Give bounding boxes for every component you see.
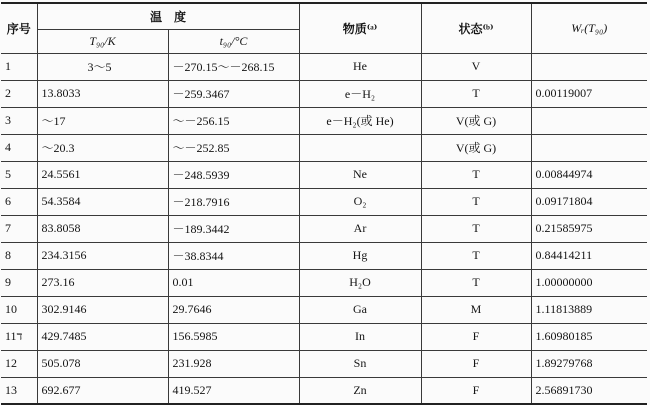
table-row	[1, 53, 647, 80]
table-row	[1, 188, 647, 215]
substance-cell: Ga	[299, 296, 421, 323]
table-row	[1, 161, 647, 188]
temperature-celsius-cell: 0.01	[168, 269, 299, 296]
wr-ratio-cell: 0.09171804	[531, 188, 647, 215]
wr-ratio-cell: 1.11813889	[531, 296, 647, 323]
temperature-celsius-cell: ～－256.15	[168, 107, 299, 134]
header-t90-celsius: t₉₀/°C	[168, 29, 299, 53]
temperature-kelvin-cell: 429.7485	[37, 323, 168, 350]
temperature-celsius-cell: －270.15～－268.15	[168, 53, 299, 80]
row-index-cell: 2	[1, 80, 37, 107]
temperature-celsius-cell: 231.928	[168, 350, 299, 377]
state-cell: T	[421, 269, 531, 296]
state-cell: F	[421, 350, 531, 377]
state-cell: M	[421, 296, 531, 323]
state-cell: T	[421, 80, 531, 107]
fixed-points-table	[1, 2, 647, 405]
state-cell: V	[421, 53, 531, 80]
substance-cell: Ne	[299, 161, 421, 188]
header-row-1	[1, 3, 647, 29]
temperature-celsius-cell: 156.5985	[168, 323, 299, 350]
wr-ratio-cell: 0.21585975	[531, 215, 647, 242]
row-index-cell: 9	[1, 269, 37, 296]
row-index-cell: 8	[1, 242, 37, 269]
state-cell: T	[421, 215, 531, 242]
substance-cell	[299, 134, 421, 161]
state-cell: T	[421, 242, 531, 269]
temperature-kelvin-cell: 3～5	[37, 53, 168, 80]
state-cell: V(或 G)	[421, 107, 531, 134]
substance-cell: In	[299, 323, 421, 350]
temperature-kelvin-cell: 13.8033	[37, 80, 168, 107]
row-index-cell: ד11	[1, 323, 37, 350]
substance-cell: H₂O	[299, 269, 421, 296]
substance-cell: He	[299, 53, 421, 80]
temperature-celsius-cell: －218.7916	[168, 188, 299, 215]
table-row	[1, 323, 647, 350]
temperature-celsius-cell: ～－252.85	[168, 134, 299, 161]
wr-ratio-cell	[531, 134, 647, 161]
row-index-cell: 5	[1, 161, 37, 188]
table-row	[1, 242, 647, 269]
wr-ratio-cell: 0.84414211	[531, 242, 647, 269]
temperature-kelvin-cell: 54.3584	[37, 188, 168, 215]
row-index-cell: 13	[1, 377, 37, 404]
header-index: 序号	[1, 3, 37, 53]
temperature-celsius-cell: 29.7646	[168, 296, 299, 323]
row-index-cell: 12	[1, 350, 37, 377]
table-row	[1, 377, 647, 404]
row-index-cell: 4	[1, 134, 37, 161]
temperature-kelvin-cell: 234.3156	[37, 242, 168, 269]
wr-ratio-cell: 0.00119007	[531, 80, 647, 107]
temperature-celsius-cell: 419.527	[168, 377, 299, 404]
state-cell: V(或 G)	[421, 134, 531, 161]
wr-ratio-cell: 1.60980185	[531, 323, 647, 350]
table-row	[1, 350, 647, 377]
row-index-cell: 6	[1, 188, 37, 215]
substance-cell: Ar	[299, 215, 421, 242]
table-row	[1, 269, 647, 296]
temperature-kelvin-cell: ～20.3	[37, 134, 168, 161]
header-wr: Wᵣ(T₉₀)	[531, 3, 647, 53]
header-state: 状态⁽ᵇ⁾	[421, 3, 531, 53]
substance-cell: e－H₂	[299, 80, 421, 107]
wr-ratio-cell: 0.00844974	[531, 161, 647, 188]
substance-cell: Sn	[299, 350, 421, 377]
table-row	[1, 296, 647, 323]
state-cell: T	[421, 161, 531, 188]
temperature-kelvin-cell: 83.8058	[37, 215, 168, 242]
wr-ratio-cell	[531, 53, 647, 80]
table-row	[1, 80, 647, 107]
row-index-cell: 1	[1, 53, 37, 80]
temperature-kelvin-cell: 24.5561	[37, 161, 168, 188]
temperature-celsius-cell: －189.3442	[168, 215, 299, 242]
table-body	[1, 53, 647, 404]
temperature-celsius-cell: －248.5939	[168, 161, 299, 188]
temperature-kelvin-cell: 273.16	[37, 269, 168, 296]
temperature-kelvin-cell: ～17	[37, 107, 168, 134]
state-cell: T	[421, 188, 531, 215]
header-substance: 物质⁽ᵃ⁾	[299, 3, 421, 53]
temperature-kelvin-cell: 505.078	[37, 350, 168, 377]
wr-ratio-cell: 1.00000000	[531, 269, 647, 296]
row-index-cell: 3	[1, 107, 37, 134]
wr-ratio-cell	[531, 107, 647, 134]
substance-cell: e－H₂(或 He)	[299, 107, 421, 134]
table-row	[1, 134, 647, 161]
table-row	[1, 107, 647, 134]
temperature-kelvin-cell: 302.9146	[37, 296, 168, 323]
temperature-kelvin-cell: 692.677	[37, 377, 168, 404]
wr-ratio-cell: 2.56891730	[531, 377, 647, 404]
wr-ratio-cell: 1.89279768	[531, 350, 647, 377]
row-index-cell: 7	[1, 215, 37, 242]
substance-cell: Zn	[299, 377, 421, 404]
table-row	[1, 215, 647, 242]
state-cell: F	[421, 323, 531, 350]
header-t90-kelvin: T₉₀/K	[37, 29, 168, 53]
temperature-celsius-cell: －38.8344	[168, 242, 299, 269]
temperature-celsius-cell: －259.3467	[168, 80, 299, 107]
row-index-cell: 10	[1, 296, 37, 323]
header-temperature: 温 度	[37, 3, 299, 29]
state-cell: F	[421, 377, 531, 404]
substance-cell: O₂	[299, 188, 421, 215]
substance-cell: Hg	[299, 242, 421, 269]
